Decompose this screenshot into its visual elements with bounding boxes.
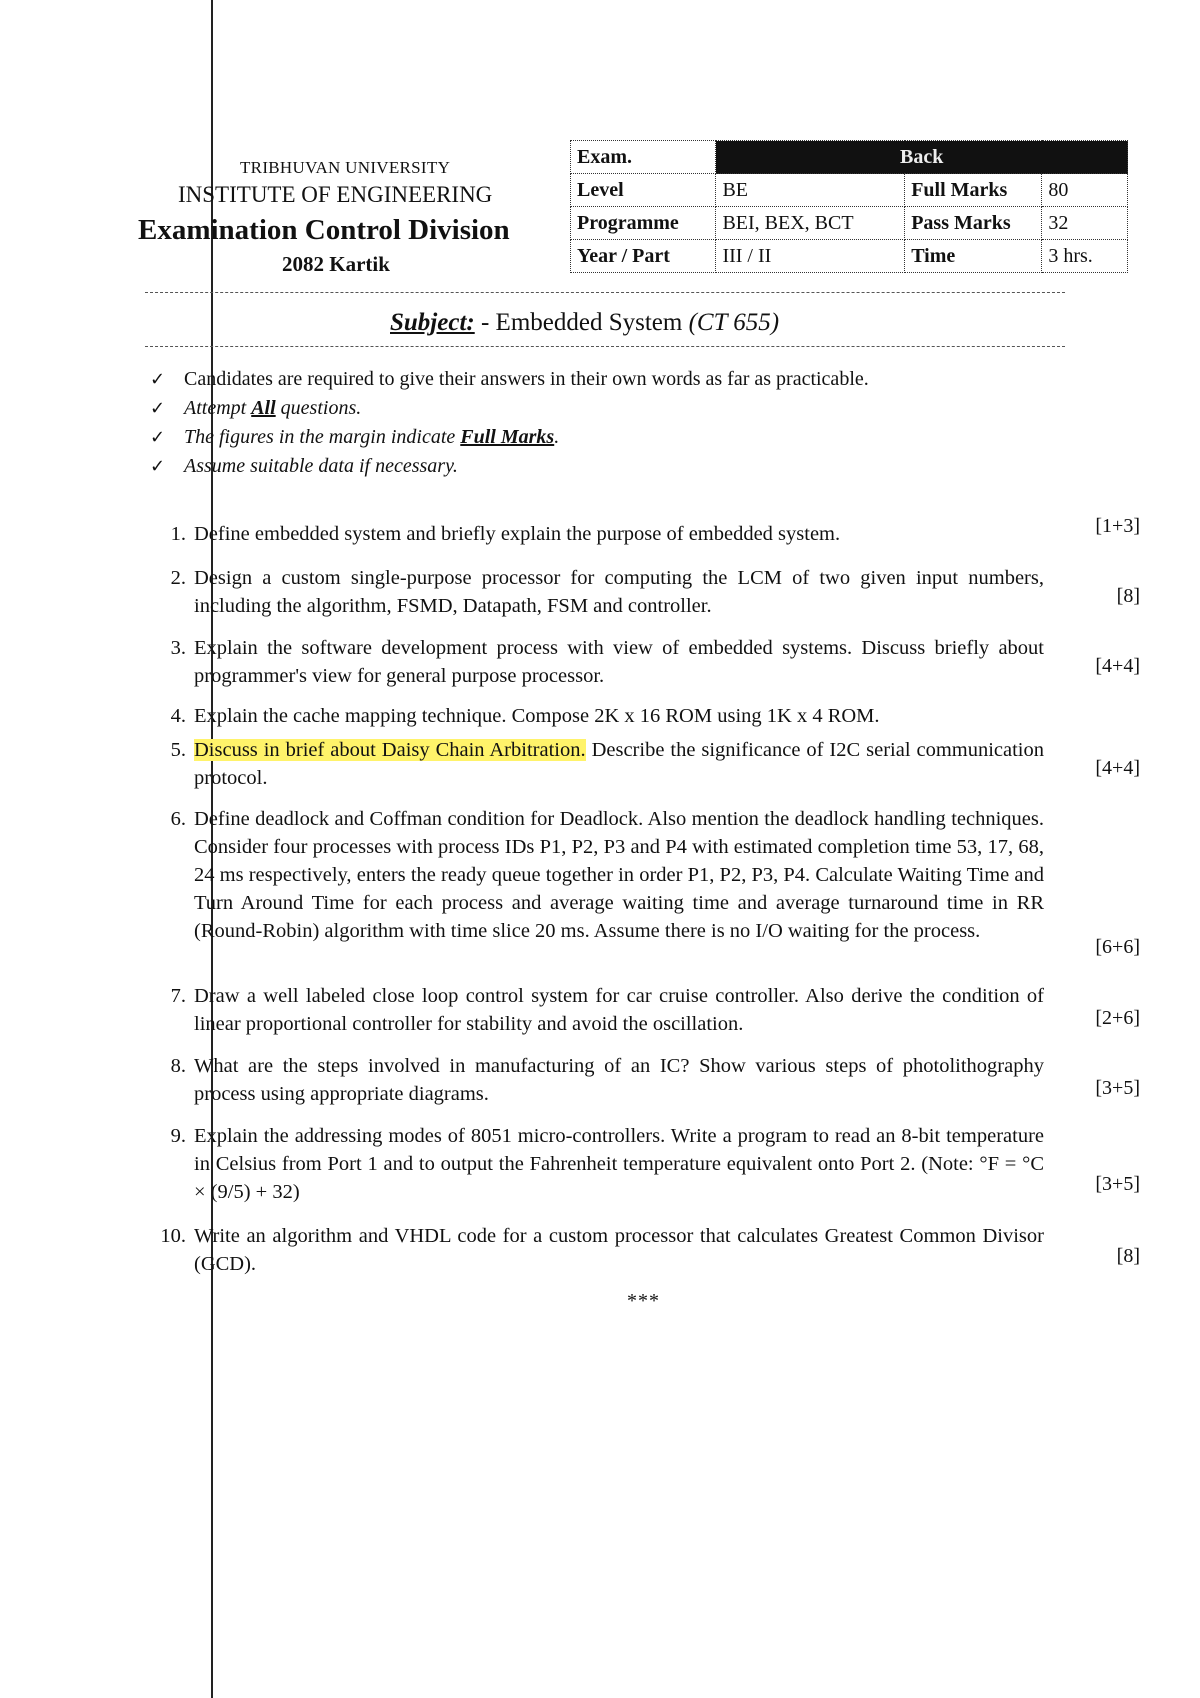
subject-dash: -	[480, 309, 490, 336]
question-text: Design a custom single-purpose processor for computing the LCM of two given input numbers, including the algorithm, FSMD, Datapath, FSM and controller.	[194, 567, 1044, 617]
full-marks-value: 80	[1042, 174, 1128, 207]
subject-line	[390, 309, 779, 337]
instruction-item	[150, 394, 869, 423]
instructions	[150, 365, 869, 481]
question-number: 9.	[170, 1125, 186, 1147]
divider-bottom	[145, 346, 1065, 347]
time-label: Time	[905, 240, 1042, 273]
question-text: Explain the cache mapping technique. Compose 2K x 16 ROM using 1K x 4 ROM.	[194, 705, 880, 727]
instruction-text: The figures in the margin indicate Full Marks.	[184, 426, 560, 448]
instruction-text: Assume suitable data if necessary.	[184, 455, 458, 477]
question-number: 8.	[170, 1055, 186, 1077]
question-text: What are the steps involved in manufacturing of an IC? Show various steps of photolithography process using appropriate diagrams.	[194, 1055, 1044, 1105]
instruction-item	[150, 452, 869, 481]
programme-value: BEI, BEX, BCT	[716, 207, 905, 240]
question-text: Explain the addressing modes of 8051 micro-controllers. Write a program to read an 8-bit temperature in Celsius from Port 1 and to output the Fahrenheit temperature equivalent onto Port 2. (Note: °F = °C × (9/5) + 32)	[194, 1125, 1044, 1203]
subject-code: (CT 655)	[688, 309, 780, 336]
full-marks-label: Full Marks	[905, 174, 1042, 207]
instruction-item	[150, 423, 869, 452]
check-icon: ✓	[150, 398, 166, 419]
divider-top	[145, 292, 1065, 293]
subject-label: Subject:	[390, 309, 475, 336]
pass-marks-value: 32	[1042, 207, 1128, 240]
question-text: Define deadlock and Coffman condition for Deadlock. Also mention the deadlock handling techniques. Consider four processes with process IDs P1, P2, P3 and P4 with estimated completion time 53, 17, 68, 24 ms respectively, enters the ready queue together in order P1, P2, P3, P4. Calculate Waiting Time and Turn Around Time for each process and average waiting time and average turnaround time in RR (Round-Robin) algorithm with time slice 20 ms. Assume there is no I/O waiting for the process.	[194, 808, 1044, 942]
question-text: Explain the software development process with view of embedded systems. Discuss briefly about programmer's view for general purpose processor.	[194, 637, 1044, 687]
division-name: Examination Control Division	[138, 214, 510, 246]
level-label: Level	[571, 174, 716, 207]
check-icon: ✓	[150, 427, 166, 448]
university-name: TRIBHUVAN UNIVERSITY	[240, 158, 451, 177]
question-number: 1.	[170, 523, 186, 545]
question-marks: [6+6]	[1095, 936, 1140, 958]
question-marks: [8]	[1116, 585, 1140, 607]
question-number: 3.	[170, 637, 186, 659]
exam-info-table	[570, 140, 1128, 273]
instruction-text: Attempt All questions.	[184, 397, 362, 419]
question-text: Write an algorithm and VHDL code for a custom processor that calculates Greatest Common Divisor (GCD).	[194, 1225, 1044, 1275]
exam-session: 2082 Kartik	[282, 252, 390, 276]
subject-name: Embedded System	[495, 309, 683, 336]
question-number: 2.	[170, 567, 186, 589]
question-marks: [4+4]	[1095, 757, 1140, 779]
check-icon: ✓	[150, 456, 166, 477]
pass-marks-label: Pass Marks	[905, 207, 1042, 240]
institute-name: INSTITUTE OF ENGINEERING	[178, 182, 493, 207]
level-value: BE	[716, 174, 905, 207]
question-marks: [2+6]	[1095, 1007, 1140, 1029]
year-part-value: III / II	[716, 240, 905, 273]
question-text: Define embedded system and briefly explain the purpose of embedded system.	[194, 523, 841, 545]
question-marks: [3+5]	[1095, 1077, 1140, 1099]
exam-value: Back	[716, 141, 1128, 174]
programme-label: Programme	[571, 207, 716, 240]
check-icon: ✓	[150, 369, 166, 390]
question-number: 7.	[170, 985, 186, 1007]
end-mark: ***	[627, 1290, 660, 1312]
instruction-text: Candidates are required to give their answers in their own words as far as practicable.	[184, 368, 869, 390]
question-number: 5.	[170, 739, 186, 761]
question-number: 6.	[170, 808, 186, 830]
question-number: 10.	[160, 1225, 186, 1247]
question-text: Draw a well labeled close loop control system for car cruise controller. Also derive the condition of linear proportional controller for stability and avoid the oscillation.	[194, 985, 1044, 1035]
highlighted-text: Discuss in brief about Daisy Chain Arbitration.	[194, 739, 586, 761]
question-marks: [1+3]	[1095, 515, 1140, 537]
time-value: 3 hrs.	[1042, 240, 1128, 273]
question-text: Discuss in brief about Daisy Chain Arbitration. Describe the significance of I2C serial communication protocol.	[194, 739, 1044, 789]
question-marks: [4+4]	[1095, 655, 1140, 677]
year-part-label: Year / Part	[571, 240, 716, 273]
exam-label: Exam.	[571, 141, 716, 174]
question-marks: [3+5]	[1095, 1173, 1140, 1195]
question-marks: [8]	[1116, 1245, 1140, 1267]
instruction-item	[150, 365, 869, 394]
question-number: 4.	[170, 705, 186, 727]
